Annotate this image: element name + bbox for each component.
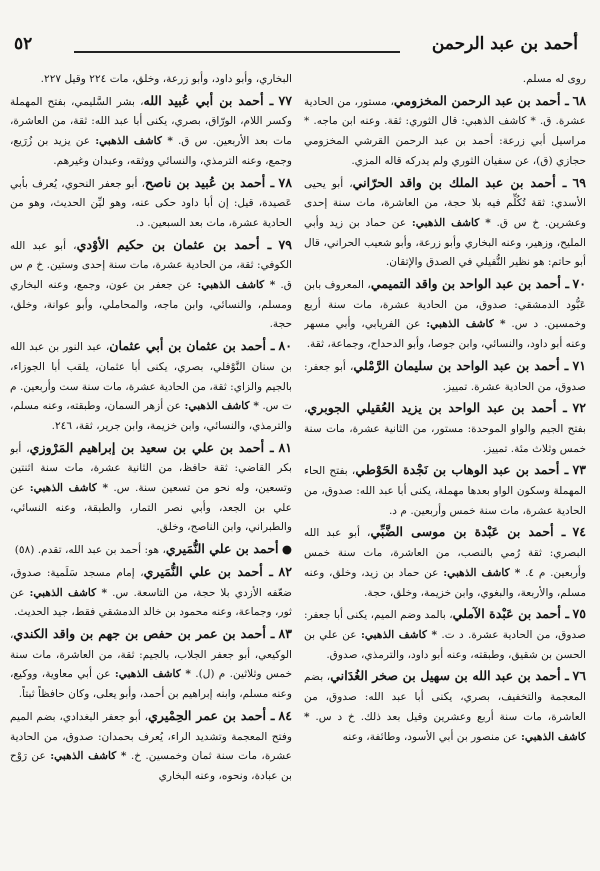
- entry-82: [10, 562, 292, 623]
- entry-name: ـ أحمد بن عُبيد بن ناصح: [145, 174, 275, 190]
- entry-notes: عن أزهر السمان، وطبقته، وعنه مسلم، والترمذي، والنسائي، وابن خزيمة، وابن جرير، ثقة، ٢٤٦.: [10, 400, 292, 432]
- entry-description: ، أبو بكر القاضي: ثقة حافظ، من الثانية عشرة، مات سنة اثنتين وتسعين، وله نحو من تسعين سنة. س.: [10, 442, 292, 495]
- entry-notes: عن رَوْح بن عبادة، ونحوه، وعنه البخاري: [10, 750, 292, 782]
- entry-name: أحمد بن علي النُّمَيري: [165, 541, 279, 557]
- entry-name: ـ أحمد بن علي بن سعيد بن إبراهيم المَرْوزي: [29, 439, 274, 455]
- entry-name: ـ أحمد بن عبد الواحد بن يزيد العُقيلي الجوبري: [307, 400, 567, 416]
- entry-description: ، المعروف بابن عَبُّود الدمشقي: صدوق، من الحادية عشرة، مات سنة أربع وخمسين. د س.: [304, 279, 586, 331]
- entry-notes: عن علي بن الحسن بن شقيق، وطبقته، وعنه أبو داود، والترمذي، صدوق.: [304, 628, 586, 661]
- entry-number: ٨٤: [278, 707, 292, 723]
- kashif-label: * كاشف الذهبي:: [95, 135, 173, 148]
- entry-number: ٨٣: [278, 625, 292, 641]
- entry-75: [304, 604, 586, 665]
- entry-description: ، بالمد وضم الميم، يكنى أبا جعفر: صدوق، من الحادية عشرة. د ت.: [304, 609, 586, 641]
- entry-name: ـ أحمد بن عبد الوهاب بن نَجْدة الحَوْطي: [355, 462, 569, 478]
- kashif-label: * كاشف الذهبي:: [29, 586, 108, 599]
- entry-description: ، هو: أحمد بن عبد الله، تقدم. (٥٨): [14, 544, 166, 557]
- entry-notes: عن منصور بن أبي الأسود، وطائفة، وعنه: [342, 730, 518, 743]
- entry-name: ـ أحمد بن عبد الملك بن واقد الحرّاني: [352, 174, 567, 190]
- entry-name: ـ أحمد بن علي النُّمَيري: [143, 563, 273, 579]
- entry-notes: عن أبي معاوية، ووكيع، وعنه مسلم، وابنه إبراهيم بن أحمد، وأبو يعلى، وكان حافظاً ثبتاً.: [10, 668, 292, 701]
- page-header: [14, 34, 578, 60]
- kashif-label: * كاشف الذهبي:: [50, 750, 127, 763]
- entry-number: ٨١: [278, 439, 292, 455]
- entry-notes: عن ثور، وجماعة، وعنه محمود بن خالد الدمشقي فقط، جيد الحديث.: [10, 586, 292, 619]
- entry-number: ٧٧: [278, 92, 292, 108]
- entry-number: ٧٠: [572, 276, 586, 292]
- entry-description: ، إمام مسجد سَلَمية: صدوق، ضعّفه الأزدي بلا حجة، من التاسعة. س.: [10, 566, 292, 599]
- entry-71: [304, 356, 586, 397]
- entry-73: [304, 460, 586, 521]
- entry-name: ـ أحمد بن عبد الواحد بن سليمان الرَّمْلي: [353, 357, 569, 373]
- entry-number: ٧٢: [572, 400, 586, 416]
- entry-name: ـ أحمد بن عَبْدة الآملي: [452, 606, 570, 622]
- entry-number: ٨٠: [278, 338, 292, 354]
- entry-notes: عن حماد بن زيد، وخلق، وعنه مسلم، والأربعة، والبغوي، وابن خزيمة، وخلق، حجة.: [304, 566, 586, 599]
- entry-number: ٧٨: [278, 174, 292, 190]
- entry-notes: عن علي بن الجعد، وأبي نصر التمار، والطبقة، وعنه النسائي، والطبراني، وابن الناصح، وخلق.: [10, 482, 292, 534]
- entry-number: ٧٥: [572, 606, 586, 622]
- entry-number: ٧٦: [572, 668, 586, 684]
- kashif-label: * كاشف الذهبي:: [360, 628, 438, 641]
- kashif-label: * كاشف الذهبي:: [29, 482, 109, 495]
- bullet-marker: ●: [281, 542, 292, 557]
- entry-number: ٨٢: [278, 563, 292, 579]
- entry-name: ـ أحمد بن عمر الحِمْيري: [148, 707, 275, 723]
- entry-number: ٧٣: [572, 462, 586, 478]
- kashif-label: * كاشف الذهبي:: [411, 216, 491, 229]
- entry-description: ، أبو جعفر: صدوق، من الحادية عشرة. تمييز.: [304, 360, 586, 393]
- entry-description: ، أبو يحيى الأسدي: ثقة تُكُلِّم فيه بلا حجة، من العاشرة، مات سنة إحدى وعشرين. خ س ق.: [304, 177, 586, 229]
- entry-83: [10, 624, 292, 705]
- entry-name: ـ أحمد بن أبي عُبيد الله: [143, 92, 274, 108]
- entry-84: [10, 706, 292, 787]
- entry-68: [304, 91, 586, 172]
- entry-name: ـ أحمد بن عثمان بن حكيم الأوْدي: [76, 236, 272, 252]
- entry-description: ، أبو جعفر البغدادي، بضم الميم وفتح المعجمة وتشديد الراء، يُعرف بحمدان: صدوق، من الحادية عشرة، مات سنة ثمان وخمسين. خ.: [10, 710, 292, 763]
- entry-description: ، بفتح الجيم والواو الموحدة: مستور، من الثانية عشرة، مات سنة خمس وثلاث مئة. تمييز.: [304, 403, 586, 455]
- kashif-label: * كاشف الذهبي:: [114, 668, 191, 681]
- entry-description: ، عبد النور بن عبد الله بن سنان النَّوْفلي، بصري، يكنى أبا عثمان، يلقب أبا الجوزاء، بالجيم والزاي: ثقة، من الحادية عشرة، مات سنة ست وأربعين. م ت س.: [10, 341, 292, 413]
- entry-name: ـ أحمد بن عَبْدة بن موسى الضَّبِّي: [370, 524, 566, 540]
- entry-72: [304, 398, 586, 459]
- header-rule: [74, 51, 400, 53]
- entry-intro: البخاري، وأبو داود، وأبو زرعة، وخلق، مات ٢٢٤ وقيل ٢٢٧.: [40, 73, 292, 85]
- page-number: ٥٢: [14, 34, 33, 54]
- entry-cross-reference: [10, 539, 292, 561]
- entry-intro: روى له مسلم.: [522, 73, 586, 85]
- entry-description: ، بضم المعجمة والتخفيف، بصري، يكنى أبا عبد الله: صدوق، من العاشرة، مات سنة أربع وعشرين وقيل بعد ذلك. خ د س.: [304, 671, 586, 723]
- kashif-label: * كاشف الذهبي:: [443, 566, 521, 579]
- entry-81: [10, 438, 292, 539]
- entry-number: ٦٩: [572, 174, 586, 190]
- entry-notes: عن جعفر بن عون، وجمع، وعنه البخاري ومسلم، والنسائي، وابن ماجه، والمحاملي، وأبو عوانة، وخلق، حجة.: [10, 279, 292, 331]
- entry-description: ، بشر السَّليمي، بفتح المهملة وكسر اللام، الورّاق، بصري، يكنى أبا عبد الله: ثقة، من العاشرة، مات بعد الأربعين. س ق.: [10, 95, 292, 148]
- entry-notes: عن حماد بن زيد وأبي المليح، وزهير، وعنه البخاري وأبو زرعة، وأبو شعيب الحراني، قال أبو حاتم: هو نظير النُّفيلي في الصدق والإتقان.: [304, 216, 586, 269]
- entry-notes: عن يزيد بن زُرَيع، وجمع، وعنه الترمذي، والنسائي ووثقه، وعبدان وغيرهم.: [10, 135, 292, 167]
- entry-69: [304, 173, 586, 274]
- entry-name: ـ أحمد بن عبد الرحمن المخزومي: [393, 92, 569, 108]
- kashif-label: * كاشف الذهبي:: [426, 318, 506, 331]
- entry-number: ٦٨: [572, 92, 586, 108]
- entry-name: ـ أحمد بن عبد الله بن سهيل بن صخر الغُدَاني: [330, 668, 569, 684]
- entry-description: ، الوكيعي، أبو جعفر الجلاب، بالجيم: ثقة، من العاشرة، مات سنة خمس وثلاثين. م (ل).: [10, 628, 292, 681]
- kashif-label: * كاشف الذهبي:: [197, 279, 276, 292]
- entry-70: [304, 274, 586, 355]
- running-title: أحمد بن عبد الرحمن: [431, 34, 578, 54]
- kashif-label: * كاشف الذهبي:: [304, 710, 586, 743]
- entry-77: [10, 91, 292, 172]
- entry-number: ٧٤: [572, 524, 586, 540]
- entry-78: [10, 173, 292, 234]
- entry-name: ـ أحمد بن عثمان بن أبي عثمان: [109, 338, 275, 354]
- right-column: [304, 70, 586, 865]
- entry-name: ـ أحمد بن عبد الواحد بن واقد التميمي: [370, 276, 570, 292]
- entry-name: ـ أحمد بن عمر بن حفص بن جهم بن واقد الكندي: [13, 625, 275, 641]
- entry-number: ٧٩: [278, 236, 292, 252]
- entry-notes: عن الفريابي، وأبي مسهر وعنه أبو داود، والنسائي، وابن جوصا، وأبو الدحداح، وجماعة، ثقة.: [304, 318, 586, 351]
- left-column: [10, 70, 292, 865]
- entry-description: ، بفتح الحاء المهملة وسكون الواو بعدها مهملة، يكنى أبا عبد الله: صدوق، من الحادية عشرة، مات سنة خمس وأربعين. م د.: [304, 465, 586, 517]
- entry-description: ، أبو عبد الله البصري: ثقة رُمي بالنصب، من العاشرة، مات سنة خمس وأربعين. م ٤.: [304, 527, 586, 579]
- entry-79: [10, 235, 292, 336]
- entry-76: [304, 666, 586, 747]
- entry-80: [10, 336, 292, 437]
- entry-number: ٧١: [572, 357, 586, 373]
- kashif-label: * كاشف الذهبي:: [184, 400, 259, 413]
- entry-notes: * كاشف الذهبي: قال الثوري: ثقة. وعنه ابن ماجه. * مراسيل أبي زرعة: أحمد بن عبد الرحمن القرشي المخزومي حجازي (ق)، عن سفيان الثوري ولم يدركه قاله المزي.: [304, 115, 586, 167]
- entry-description: ، مستور، من الحادية عشرة. ق.: [304, 95, 586, 128]
- entry-74: [304, 522, 586, 603]
- entry-description: ، أبو عبد الله الكوفي: ثقة، من الحادية عشرة، مات سنة إحدى وستين. خ م س ق.: [10, 239, 292, 292]
- entry-description: ، أبو جعفر النحوي، يُعرف بأبي عَصيدة، قيل: إن أبا داود حكى عنه، وهو ليِّن الحديث، وهو من الحادية عشرة، مات بعد السبعين. د.: [10, 177, 292, 229]
